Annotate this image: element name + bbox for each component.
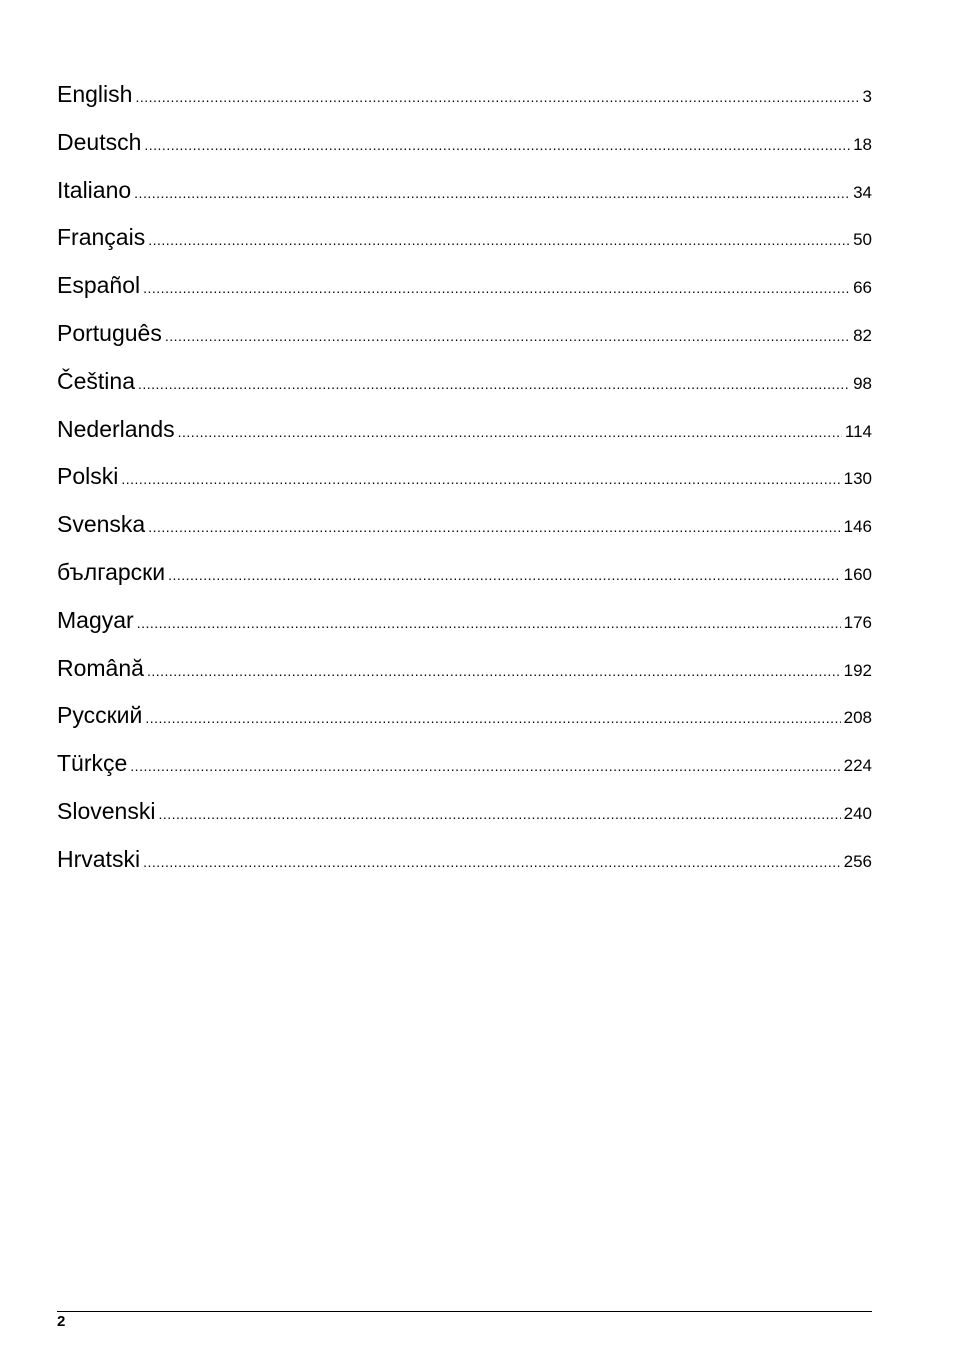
toc-dot-leader (138, 366, 850, 402)
toc-entry-page: 82 (853, 325, 872, 345)
toc-entry[interactable] (57, 172, 872, 220)
toc-entry[interactable] (57, 458, 872, 506)
toc-entry[interactable] (57, 267, 872, 315)
toc-entry[interactable] (57, 745, 872, 793)
toc-entry[interactable] (57, 363, 872, 411)
toc-dot-leader (143, 270, 850, 306)
toc-entry-page: 146 (843, 517, 872, 537)
toc-entry[interactable] (57, 841, 872, 889)
toc-entry-label: English (57, 81, 133, 107)
toc-entry[interactable] (57, 124, 872, 172)
toc-dot-leader (178, 414, 842, 450)
toc-entry-page: 98 (853, 373, 872, 393)
toc-entry[interactable] (57, 697, 872, 745)
toc-dot-leader (121, 461, 840, 497)
toc-dot-leader (148, 509, 840, 545)
toc-dot-leader (145, 700, 840, 736)
toc-entry-page: 3 (862, 87, 872, 106)
toc-entry-page: 130 (843, 469, 872, 489)
toc-entry-label: Hrvatski (57, 845, 141, 872)
toc-entry-page: 66 (853, 278, 872, 298)
toc-entry-label: Magyar (57, 606, 134, 633)
toc-entry-label: Español (57, 272, 141, 299)
toc-entry-label: Nederlands (57, 415, 175, 442)
toc-entry-page: 160 (843, 564, 872, 584)
toc-dot-leader (165, 318, 850, 354)
toc-entry[interactable] (57, 219, 872, 267)
toc-entry-label: Русский (57, 702, 143, 729)
toc-entry[interactable] (57, 506, 872, 554)
toc-entry[interactable] (57, 76, 872, 124)
toc-entry-page: 240 (843, 803, 872, 823)
toc-dot-leader (137, 605, 841, 641)
toc-entry-page: 18 (853, 134, 872, 154)
toc-entry-label: Português (57, 319, 162, 346)
toc-entry-label: Polski (57, 463, 119, 490)
toc-dot-leader (168, 557, 841, 593)
toc-entry[interactable] (57, 793, 872, 841)
toc-dot-leader (143, 844, 841, 880)
toc-dot-leader (130, 748, 840, 784)
toc-entry-page: 192 (843, 660, 872, 680)
toc-entry-label: български (57, 558, 166, 585)
toc-entry-label: Svenska (57, 511, 146, 538)
toc-dot-leader (158, 796, 840, 832)
toc-dot-leader (144, 127, 850, 163)
toc-entry[interactable] (57, 650, 872, 698)
page-number: 2 (57, 1313, 66, 1330)
toc-entry-label: Français (57, 224, 146, 251)
toc-entry[interactable] (57, 315, 872, 363)
toc-entry-page: 256 (843, 851, 872, 871)
toc-dot-leader (135, 79, 859, 115)
toc-entry-label: Čeština (57, 367, 135, 394)
toc-entry-page: 114 (844, 421, 872, 441)
toc-dot-leader (148, 222, 850, 258)
toc-entry-page: 208 (843, 708, 872, 728)
toc-dot-leader (147, 653, 841, 689)
toc-entry-page: 34 (853, 182, 872, 202)
toc-entry-label: Italiano (57, 176, 132, 203)
toc-entry[interactable] (57, 554, 872, 602)
table-of-contents (57, 76, 872, 889)
toc-entry[interactable] (57, 602, 872, 650)
footer-divider (57, 1311, 872, 1312)
toc-entry-label: Slovenski (57, 797, 156, 824)
toc-entry-label: Română (57, 654, 144, 681)
toc-dot-leader (134, 175, 850, 211)
toc-entry-page: 50 (853, 230, 872, 250)
toc-entry-page: 224 (843, 756, 872, 776)
toc-entry-label: Türkçe (57, 750, 128, 777)
toc-entry-label: Deutsch (57, 128, 142, 155)
toc-entry-page: 176 (843, 612, 872, 632)
toc-entry[interactable] (57, 411, 872, 459)
